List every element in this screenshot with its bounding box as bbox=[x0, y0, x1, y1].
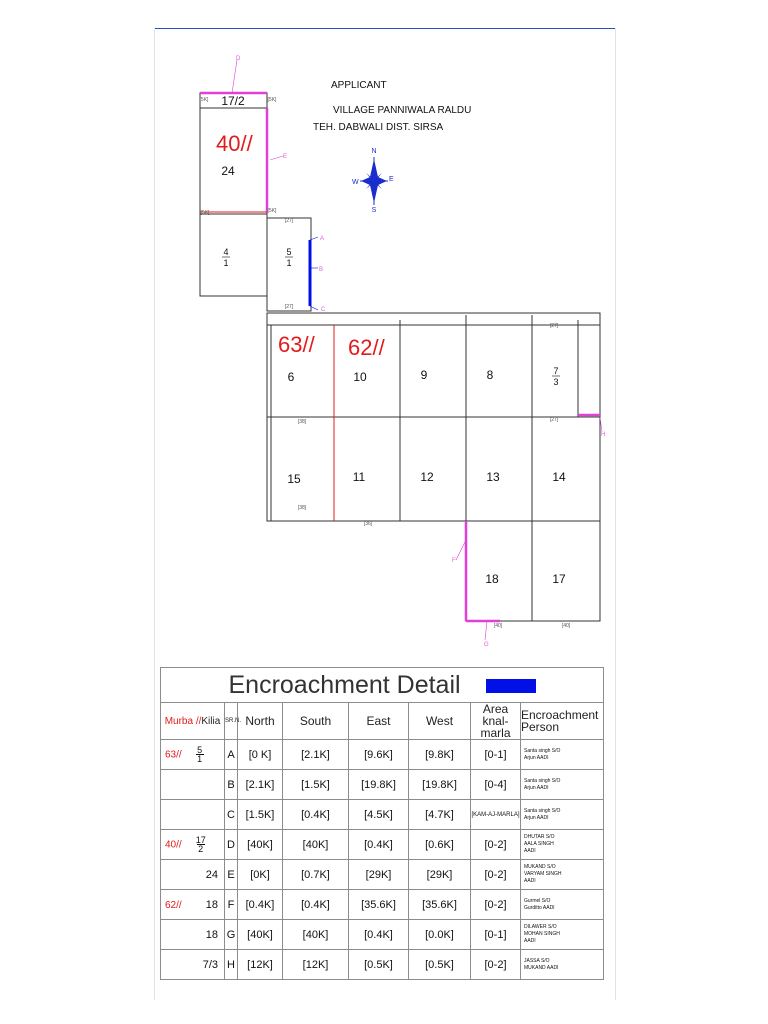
point-d: D bbox=[236, 56, 241, 62]
south-cell: [40K] bbox=[283, 920, 349, 950]
col-murba-kila: Murba //Kilia bbox=[161, 703, 225, 740]
east-cell: [0.4K] bbox=[349, 830, 409, 860]
murba-label-62: 62// bbox=[348, 335, 385, 360]
table-row bbox=[161, 770, 604, 800]
north-cell: [2.1K] bbox=[238, 770, 283, 800]
murba-kila-cell bbox=[161, 770, 225, 800]
point-a: A bbox=[320, 236, 325, 242]
east-cell: [0.5K] bbox=[349, 950, 409, 980]
cell-label-8: 8 bbox=[486, 368, 494, 382]
west-cell: [9.8K] bbox=[409, 740, 471, 770]
south-cell: [0.4K] bbox=[283, 800, 349, 830]
east-cell: [35.6K] bbox=[349, 890, 409, 920]
compass-w: W bbox=[352, 179, 359, 186]
west-cell: [4.7K] bbox=[409, 800, 471, 830]
murba-kila-cell: 62// 18 bbox=[161, 890, 225, 920]
point-g: G bbox=[484, 642, 489, 648]
east-cell: [0.4K] bbox=[349, 920, 409, 950]
east-cell: [4.5K] bbox=[349, 800, 409, 830]
north-cell: [12K] bbox=[238, 950, 283, 980]
cell-label-13: 13 bbox=[486, 470, 500, 484]
edge-label: [5K] bbox=[267, 208, 277, 214]
table-row bbox=[161, 740, 604, 770]
table-header-row bbox=[161, 703, 604, 740]
murba-kila-cell: 24 bbox=[161, 860, 225, 890]
north-cell: [0K] bbox=[238, 860, 283, 890]
north-cell: [1.5K] bbox=[238, 800, 283, 830]
person-cell: Santa singh S/O Arjun AADI bbox=[521, 800, 604, 830]
east-cell: [9.6K] bbox=[349, 740, 409, 770]
point-c: C bbox=[321, 307, 326, 313]
sr-cell: H bbox=[225, 950, 238, 980]
murba-kila-cell: $40// \frac{17}{2}$ bbox=[161, 830, 225, 860]
table-body bbox=[161, 740, 604, 980]
person-cell: DILAWER S/O MOHAN SINGH AADI bbox=[521, 920, 604, 950]
cell-label-6: 6 bbox=[287, 370, 295, 384]
cell-label-12: 12 bbox=[420, 470, 434, 484]
person-cell: DHUTAR S/O AALA SINGH AADI bbox=[521, 830, 604, 860]
south-cell: [0.7K] bbox=[283, 860, 349, 890]
south-cell: [40K] bbox=[283, 830, 349, 860]
sr-cell: F bbox=[225, 890, 238, 920]
cell-label-15: 15 bbox=[287, 472, 301, 486]
table-row bbox=[161, 830, 604, 860]
edge-label: [38] bbox=[297, 419, 307, 425]
person-cell: Santa singh S/O Arjun AADI bbox=[521, 740, 604, 770]
table-row bbox=[161, 920, 604, 950]
edge-label: [40] bbox=[493, 623, 503, 629]
area-cell: [0-1] bbox=[471, 920, 521, 950]
area-cell: [0-2] bbox=[471, 830, 521, 860]
south-cell: [1.5K] bbox=[283, 770, 349, 800]
compass-s: S bbox=[371, 207, 377, 214]
edge-label: [40] bbox=[561, 623, 571, 629]
cell-label-4-bot: 1 bbox=[223, 258, 229, 268]
edge-label: [5K] bbox=[200, 210, 210, 216]
murba-label-63: 63// bbox=[278, 332, 315, 357]
area-cell: [0-1] bbox=[471, 740, 521, 770]
area-cell: [0-4] bbox=[471, 770, 521, 800]
area-cell: [0-2] bbox=[471, 950, 521, 980]
col-person: Encroachment Person bbox=[521, 703, 604, 740]
col-south: South bbox=[283, 703, 349, 740]
sr-cell: G bbox=[225, 920, 238, 950]
cell-label-4-top: 4 bbox=[223, 247, 229, 257]
cell-label-24: 24 bbox=[221, 164, 235, 178]
area-cell: [0-2] bbox=[471, 890, 521, 920]
north-cell: [40K] bbox=[238, 920, 283, 950]
cell-label-10: 10 bbox=[353, 370, 367, 384]
area-cell: [0-2] bbox=[471, 860, 521, 890]
south-cell: [2.1K] bbox=[283, 740, 349, 770]
cell-label-17: 17 bbox=[552, 572, 566, 586]
edge-label: [5K] bbox=[199, 97, 209, 103]
encroachment-legend-swatch bbox=[486, 679, 536, 693]
edge-label: [27] bbox=[549, 323, 559, 329]
cell-label-7-bot: 3 bbox=[553, 377, 559, 387]
edge-label: [5K] bbox=[267, 97, 277, 103]
person-cell: Gurmel S/O Gurditto AADI bbox=[521, 890, 604, 920]
point-b: B bbox=[319, 267, 324, 273]
table-row bbox=[161, 890, 604, 920]
west-cell: [0.6K] bbox=[409, 830, 471, 860]
west-cell: [0.0K] bbox=[409, 920, 471, 950]
point-e: E bbox=[283, 154, 288, 160]
person-cell: Santa singh S/O Arjun AADI bbox=[521, 770, 604, 800]
col-east: East bbox=[349, 703, 409, 740]
village-label: VILLAGE PANNIWALA RALDU bbox=[333, 105, 472, 116]
south-cell: [0.4K] bbox=[283, 890, 349, 920]
cell-label-5-bot: 1 bbox=[286, 258, 292, 268]
sr-cell: E bbox=[225, 860, 238, 890]
edge-label: [27] bbox=[284, 218, 294, 224]
col-north: North bbox=[238, 703, 283, 740]
south-cell: [12K] bbox=[283, 950, 349, 980]
sr-cell: A bbox=[225, 740, 238, 770]
west-cell: [0.5K] bbox=[409, 950, 471, 980]
sr-cell: C bbox=[225, 800, 238, 830]
table-title: Encroachment Detail bbox=[228, 670, 461, 699]
compass-e: E bbox=[389, 176, 394, 183]
murba-kila-cell: 18 bbox=[161, 920, 225, 950]
murba-label-40: 40// bbox=[216, 131, 253, 156]
point-f: F bbox=[452, 558, 456, 564]
col-area: Area knal-marla bbox=[471, 703, 521, 740]
cell-4-1 bbox=[200, 214, 267, 296]
west-cell: [29K] bbox=[409, 860, 471, 890]
col-srno: SR.N. bbox=[225, 703, 238, 740]
cell-18-17 bbox=[466, 521, 600, 621]
encroachment-table bbox=[160, 667, 604, 980]
area-cell: [KAM-AJ-MARLA] bbox=[471, 800, 521, 830]
east-cell: [29K] bbox=[349, 860, 409, 890]
compass-n: N bbox=[371, 148, 377, 155]
person-cell: JASSA S/O MUKAND AADI bbox=[521, 950, 604, 980]
tehsil-label: TEH. DABWALI DIST. SIRSA bbox=[313, 122, 444, 133]
edge-label: [36] bbox=[363, 521, 373, 527]
murba-kila-cell bbox=[161, 800, 225, 830]
sr-cell: B bbox=[225, 770, 238, 800]
north-cell: [0.4K] bbox=[238, 890, 283, 920]
cell-label-9: 9 bbox=[420, 368, 428, 382]
edge-label: [38] bbox=[297, 505, 307, 511]
compass-rose-icon bbox=[352, 148, 394, 214]
table-title-row bbox=[161, 668, 604, 703]
north-cell: [0 K] bbox=[238, 740, 283, 770]
east-cell: [19.8K] bbox=[349, 770, 409, 800]
west-cell: [35.6K] bbox=[409, 890, 471, 920]
cell-label-7-top: 7 bbox=[553, 366, 559, 376]
cell-label-14: 14 bbox=[552, 470, 566, 484]
murba-kila-cell: $63// \frac{5}{1}$ bbox=[161, 740, 225, 770]
table-row bbox=[161, 860, 604, 890]
applicant-label: APPLICANT bbox=[331, 80, 387, 91]
point-h: H bbox=[601, 432, 606, 438]
table-row bbox=[161, 950, 604, 980]
murba-kila-cell: 7/3 bbox=[161, 950, 225, 980]
edge-label: [27] bbox=[284, 304, 294, 310]
col-west: West bbox=[409, 703, 471, 740]
cell-label-5-top: 5 bbox=[286, 247, 292, 257]
cell-label-11: 11 bbox=[352, 470, 366, 484]
cell-label-17-2: 17/2 bbox=[221, 94, 245, 108]
person-cell: MUKAND S/O VARYAM SINGH AADI bbox=[521, 860, 604, 890]
west-cell: [19.8K] bbox=[409, 770, 471, 800]
table-row bbox=[161, 800, 604, 830]
sr-cell: D bbox=[225, 830, 238, 860]
edge-label: [27] bbox=[549, 417, 559, 423]
north-cell: [40K] bbox=[238, 830, 283, 860]
cell-label-18: 18 bbox=[485, 572, 499, 586]
